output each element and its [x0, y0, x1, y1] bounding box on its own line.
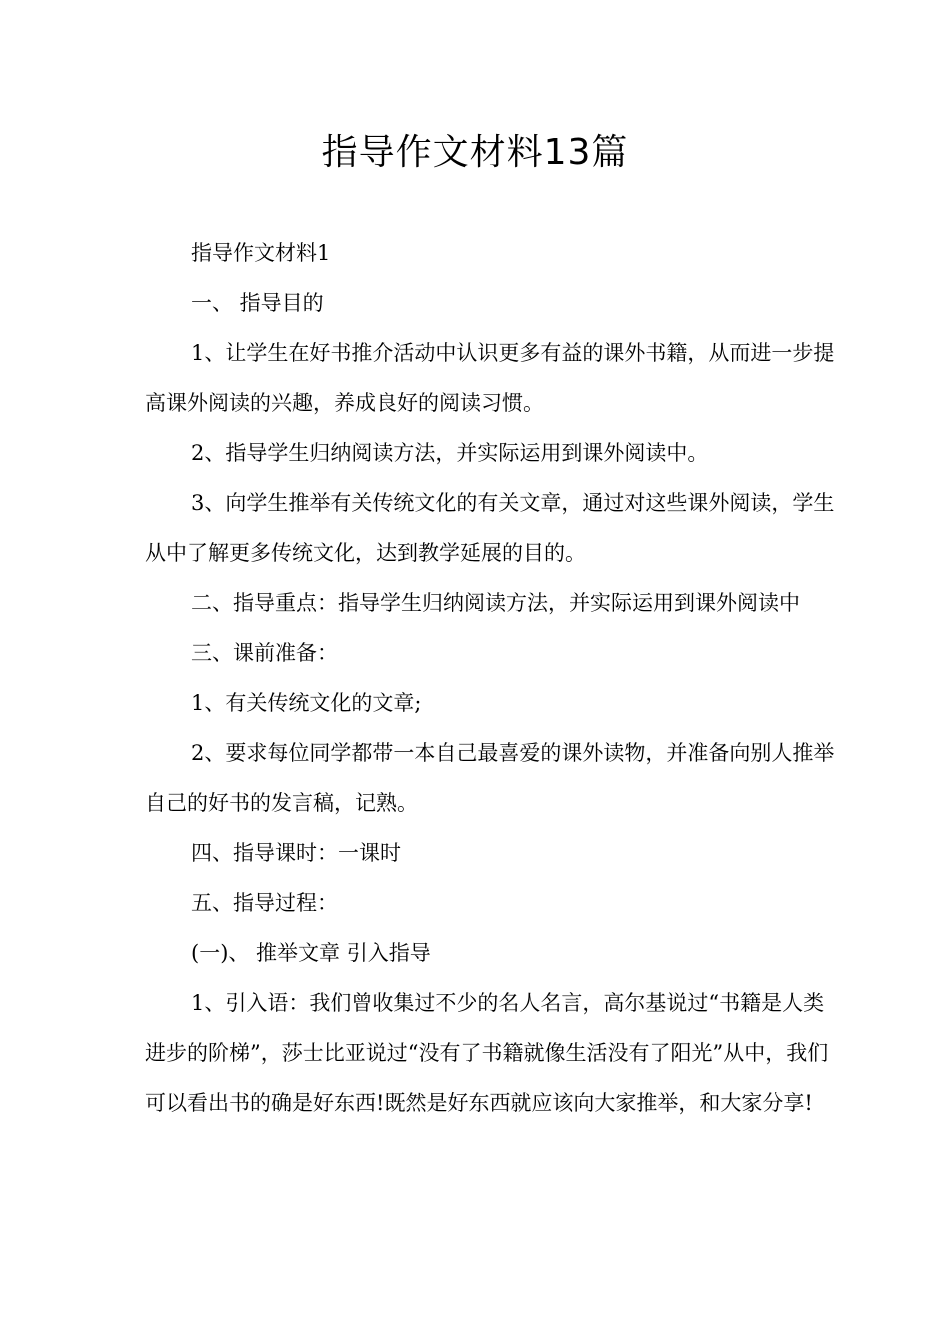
paragraph-subsection-one: (一)、 推举文章 引入指导	[191, 941, 431, 965]
paragraph-material-heading: 指导作文材料1	[191, 241, 331, 265]
document-title: 指导作文材料13篇	[321, 132, 629, 173]
paragraph-goal-2: 2、指导学生归纳阅读方法，并实际运用到课外阅读中。	[191, 441, 709, 465]
document-body	[145, 228, 845, 1128]
paragraph-intro-speech: 1、引入语：我们曾收集过不少的名人名言，高尔基说过“书籍是人类进步的阶梯”，莎士比亚说过“没有了书籍就像生活没有了阳光”从中，我们可以看出书的确是好东西!既然是好东西就应该向大家推举，和大家分享!	[145, 991, 829, 1115]
paragraph-section-five-heading: 五、指导过程：	[191, 891, 338, 915]
paragraph-section-one-heading: 一、 指导目的	[191, 291, 324, 315]
paragraph-section-two: 二、指导重点：指导学生归纳阅读方法，并实际运用到课外阅读中	[191, 591, 800, 615]
paragraph-section-four: 四、指导课时：一课时	[191, 841, 401, 865]
paragraph-section-three-heading: 三、课前准备：	[191, 641, 338, 665]
paragraph-prep-2: 2、要求每位同学都带一本自己最喜爱的课外读物，并准备向别人推举自己的好书的发言稿，记熟。	[145, 741, 835, 815]
paragraph-goal-1: 1、让学生在好书推介活动中认识更多有益的课外书籍，从而进一步提高课外阅读的兴趣，养成良好的阅读习惯。	[145, 341, 835, 415]
paragraph-goal-3: 3、向学生推举有关传统文化的有关文章，通过对这些课外阅读，学生从中了解更多传统文化，达到教学延展的目的。	[145, 491, 835, 565]
paragraph-prep-1: 1、有关传统文化的文章;	[191, 691, 422, 715]
